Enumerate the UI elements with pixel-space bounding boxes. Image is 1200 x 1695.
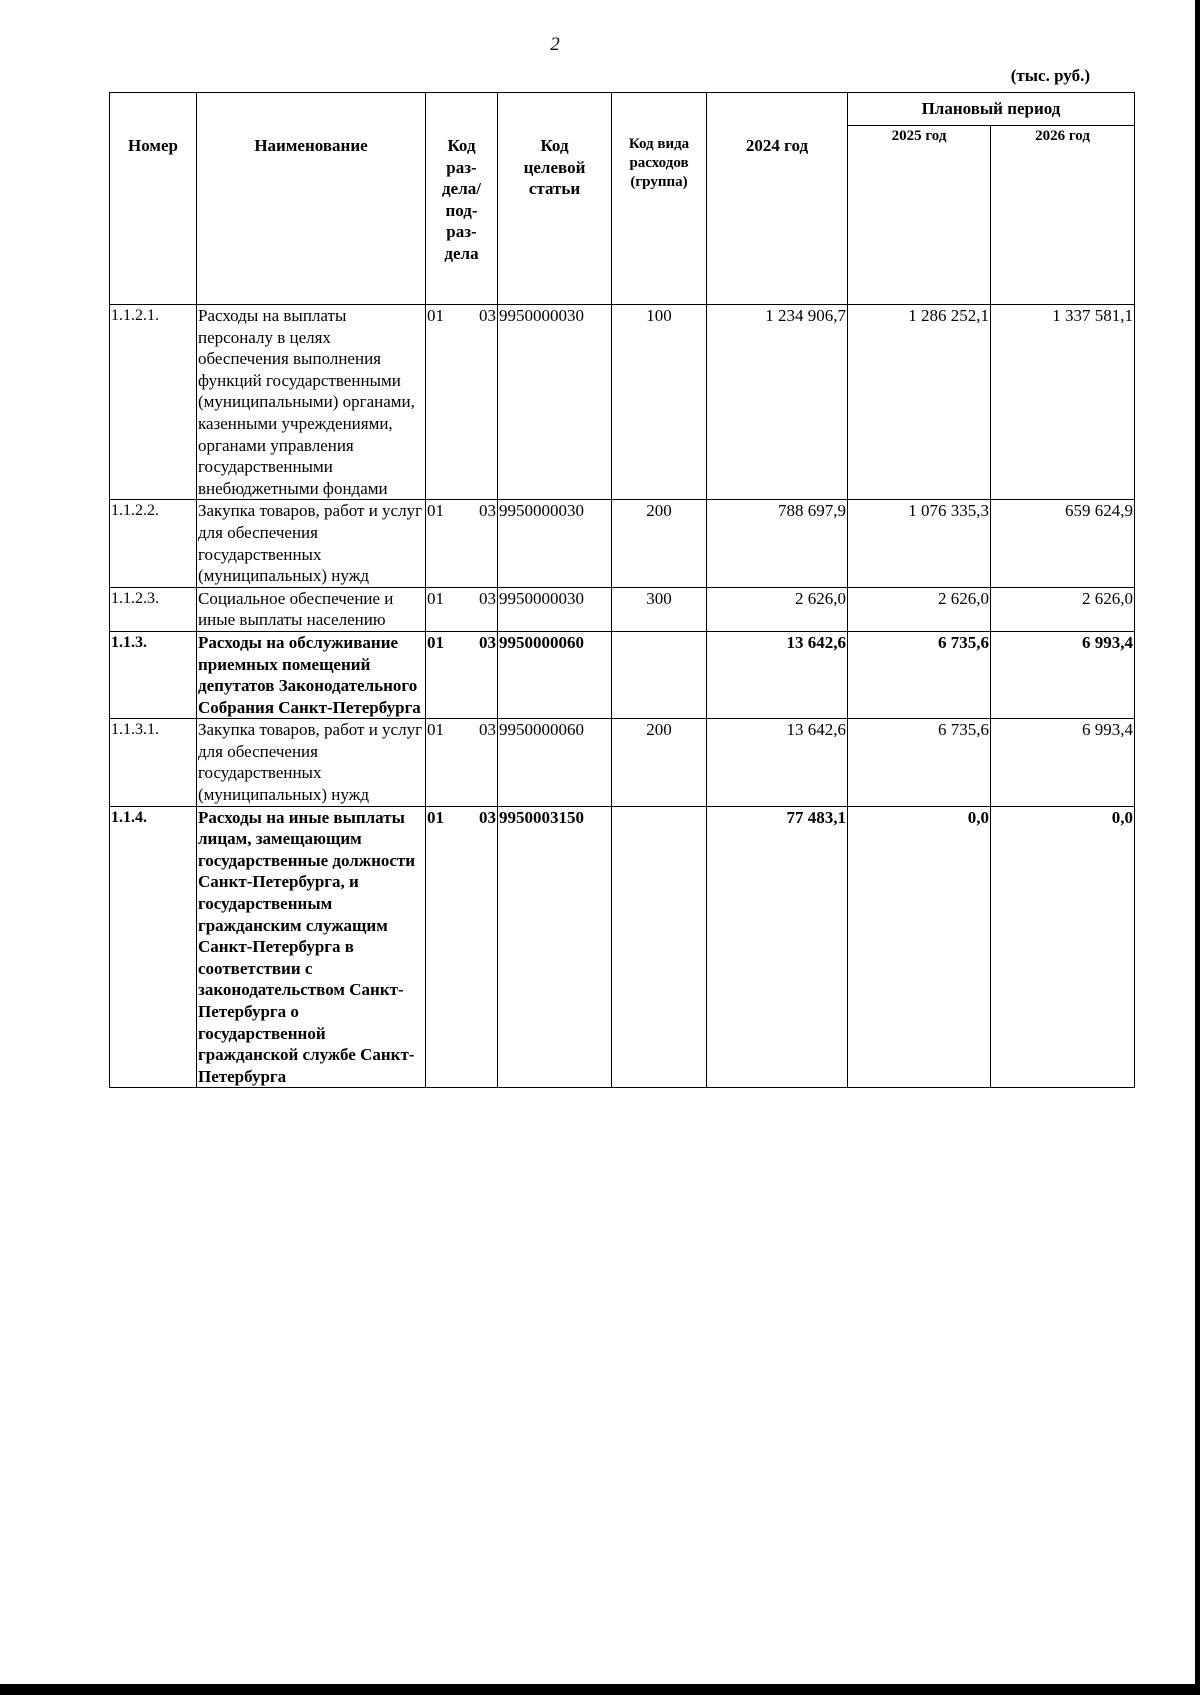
row-target-code: 9950003150 bbox=[498, 806, 612, 1088]
page-number: 2 bbox=[550, 34, 560, 55]
row-amount-2024: 1 234 906,7 bbox=[707, 305, 848, 500]
header-razdel: Код раз- дела/ под- раз- дела bbox=[426, 93, 498, 305]
table-row bbox=[110, 719, 1135, 806]
razdel-code: 01 bbox=[427, 306, 444, 325]
podrazdel-code: 03 bbox=[479, 807, 496, 827]
row-amount-2024: 788 697,9 bbox=[707, 500, 848, 587]
row-amount-2026: 1 337 581,1 bbox=[991, 305, 1135, 500]
row-razdel-code bbox=[426, 806, 498, 1088]
row-name: Закупка товаров, работ и услуг для обеспечения государственных (муниципальных) нужд bbox=[197, 719, 426, 806]
table-row bbox=[110, 305, 1135, 500]
row-expense-type: 200 bbox=[612, 719, 707, 806]
podrazdel-code: 03 bbox=[479, 588, 496, 608]
header-plan-period: Плановый период bbox=[848, 93, 1135, 126]
row-amount-2025: 0,0 bbox=[848, 806, 991, 1088]
table-body bbox=[110, 305, 1135, 1088]
row-amount-2024: 13 642,6 bbox=[707, 719, 848, 806]
table-row bbox=[110, 631, 1135, 718]
row-amount-2026: 2 626,0 bbox=[991, 587, 1135, 631]
row-name: Расходы на выплаты персоналу в целях обеспечения выполнения функций государственными (муниципальными) органами, казенными учреждениями, органами управления государственными внебюджетными фондами bbox=[197, 305, 426, 500]
row-number: 1.1.2.2. bbox=[110, 500, 197, 587]
razdel-code: 01 bbox=[427, 720, 444, 740]
row-number: 1.1.4. bbox=[110, 806, 197, 1088]
table-row bbox=[110, 806, 1135, 1088]
row-amount-2024: 2 626,0 bbox=[707, 587, 848, 631]
row-target-code: 9950000030 bbox=[498, 500, 612, 587]
header-2025: 2025 год bbox=[848, 126, 991, 305]
header-2026: 2026 год bbox=[991, 126, 1135, 305]
row-amount-2024: 77 483,1 bbox=[707, 806, 848, 1088]
razdel-code: 01 bbox=[427, 588, 444, 608]
header-vid: Код вида расходов (группа) bbox=[612, 93, 707, 305]
row-number: 1.1.2.3. bbox=[110, 587, 197, 631]
row-name: Расходы на обслуживание приемных помещений депутатов Законодательного Собрания Санкт-Петербурга bbox=[197, 631, 426, 718]
podrazdel-code: 03 bbox=[479, 306, 496, 325]
row-amount-2026: 659 624,9 bbox=[991, 500, 1135, 587]
row-number: 1.1.2.1. bbox=[110, 305, 197, 500]
row-expense-type bbox=[612, 631, 707, 718]
row-name: Расходы на иные выплаты лицам, замещающим государственные должности Санкт-Петербурга, и государственным гражданским служащим Санкт-Петербурга в соответствии с законодательством Санкт-Петербурга о государственной гражданской службе Санкт-Петербурга bbox=[197, 806, 426, 1088]
row-amount-2025: 1 286 252,1 bbox=[848, 305, 991, 500]
row-target-code: 9950000030 bbox=[498, 305, 612, 500]
podrazdel-code: 03 bbox=[479, 720, 496, 740]
row-amount-2025: 6 735,6 bbox=[848, 631, 991, 718]
table-row bbox=[110, 587, 1135, 631]
row-expense-type: 200 bbox=[612, 500, 707, 587]
row-amount-2024: 13 642,6 bbox=[707, 631, 848, 718]
row-name: Закупка товаров, работ и услуг для обеспечения государственных (муниципальных) нужд bbox=[197, 500, 426, 587]
row-razdel-code bbox=[426, 631, 498, 718]
row-razdel-code bbox=[426, 305, 498, 500]
row-amount-2025: 2 626,0 bbox=[848, 587, 991, 631]
row-expense-type: 100 bbox=[612, 305, 707, 500]
row-target-code: 9950000060 bbox=[498, 719, 612, 806]
razdel-code: 01 bbox=[427, 807, 444, 827]
razdel-code: 01 bbox=[427, 501, 444, 521]
row-expense-type bbox=[612, 806, 707, 1088]
row-target-code: 9950000030 bbox=[498, 587, 612, 631]
row-amount-2025: 6 735,6 bbox=[848, 719, 991, 806]
budget-table bbox=[109, 92, 1135, 1088]
row-number: 1.1.3.1. bbox=[110, 719, 197, 806]
header-name: Наименование bbox=[197, 93, 426, 305]
razdel-code: 01 bbox=[427, 632, 444, 652]
row-expense-type: 300 bbox=[612, 587, 707, 631]
row-razdel-code bbox=[426, 500, 498, 587]
row-number: 1.1.3. bbox=[110, 631, 197, 718]
row-razdel-code bbox=[426, 719, 498, 806]
scan-bottom-edge bbox=[0, 1684, 1200, 1695]
header-2024: 2024 год bbox=[707, 93, 848, 305]
scan-right-edge bbox=[1195, 0, 1200, 1695]
row-amount-2026: 6 993,4 bbox=[991, 631, 1135, 718]
header-nomer: Номер bbox=[110, 93, 197, 305]
row-amount-2025: 1 076 335,3 bbox=[848, 500, 991, 587]
units-label: (тыс. руб.) bbox=[1010, 66, 1090, 85]
row-name: Социальное обеспечение и иные выплаты населению bbox=[197, 587, 426, 631]
row-amount-2026: 0,0 bbox=[991, 806, 1135, 1088]
row-target-code: 9950000060 bbox=[498, 631, 612, 718]
header-celev: Код целевой статьи bbox=[498, 93, 612, 305]
table-row bbox=[110, 500, 1135, 587]
row-amount-2026: 6 993,4 bbox=[991, 719, 1135, 806]
podrazdel-code: 03 bbox=[479, 501, 496, 521]
podrazdel-code: 03 bbox=[479, 632, 496, 652]
row-razdel-code bbox=[426, 587, 498, 631]
